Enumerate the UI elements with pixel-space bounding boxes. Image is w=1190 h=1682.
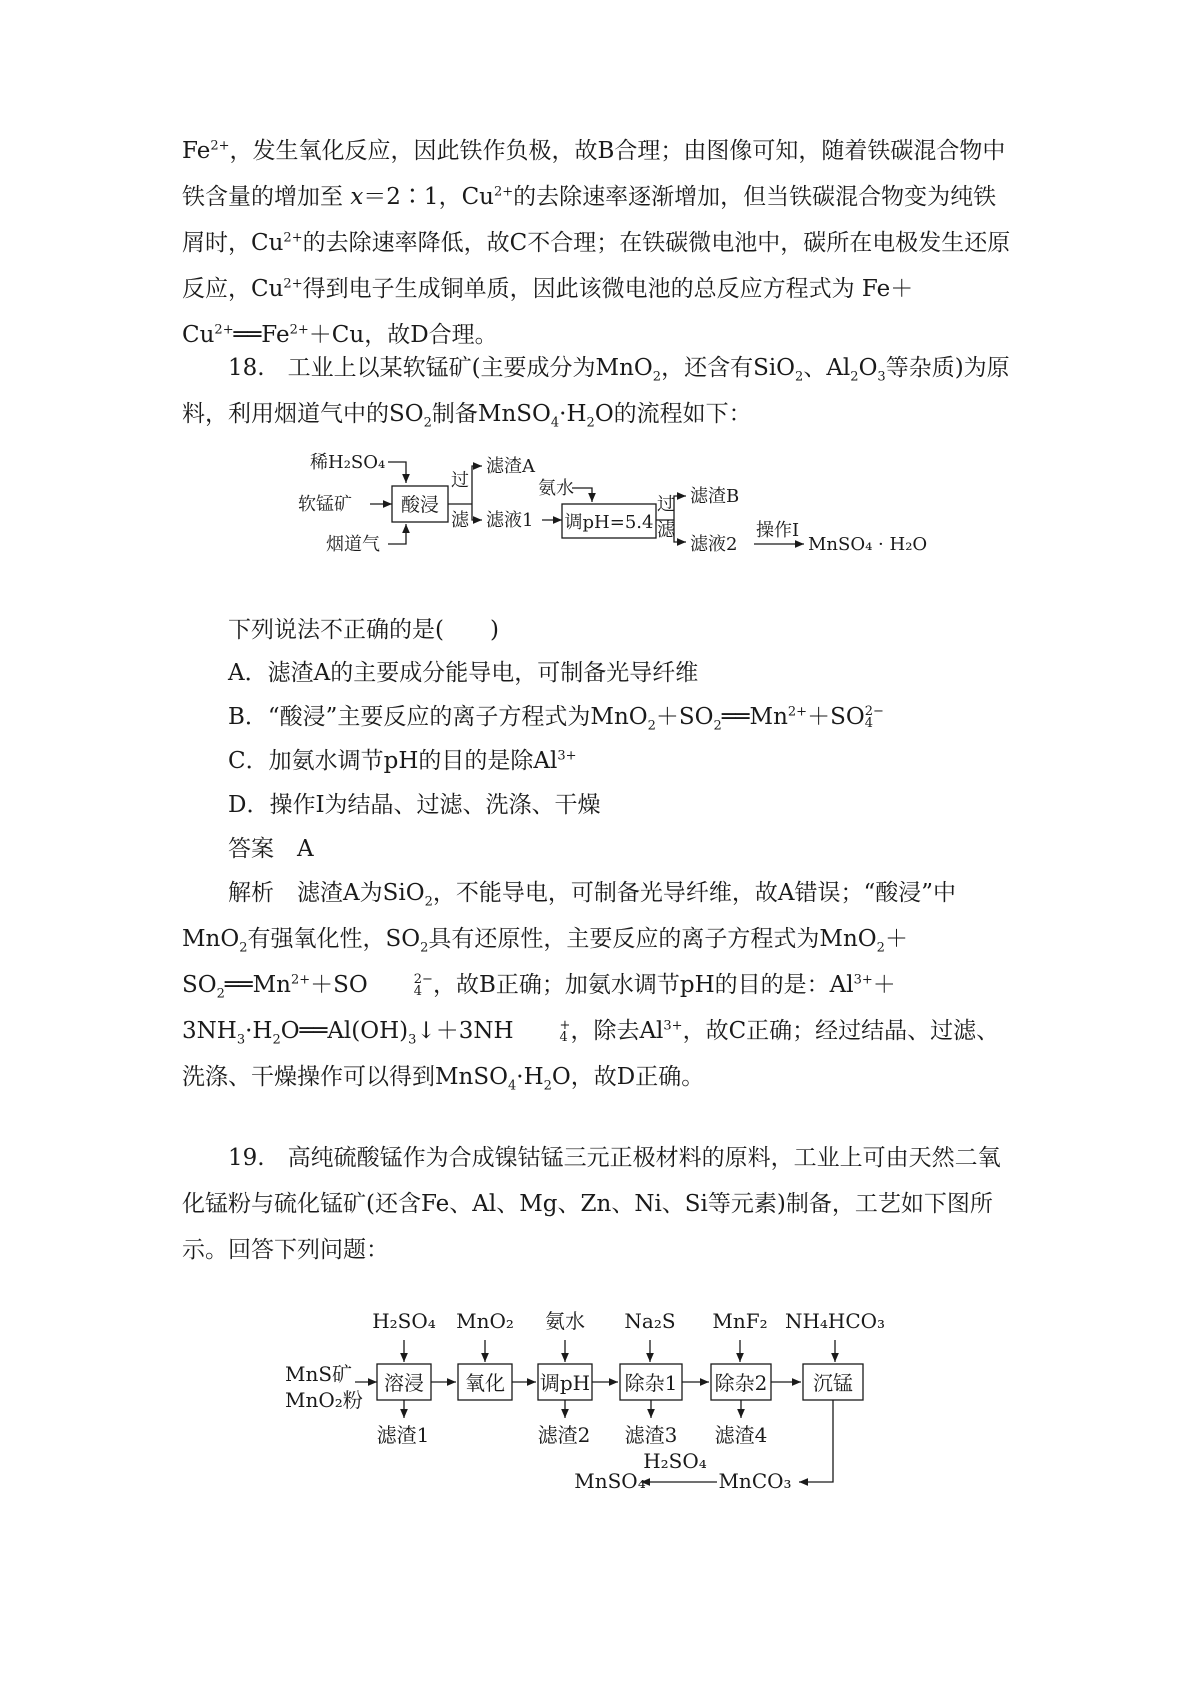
text: ·H <box>559 401 587 427</box>
reagent-mnf2: MnF₂ <box>712 1309 768 1333</box>
text: ＋SO <box>655 704 714 730</box>
text: ══Fe <box>233 322 290 348</box>
operation-1: 操作Ⅰ <box>756 520 800 541</box>
text: ══Mn <box>721 704 788 730</box>
product-mnco3: MnCO₃ <box>718 1469 792 1493</box>
box-dissolve-label: 溶浸 <box>384 1371 424 1395</box>
input-ammonia: 氨水 <box>538 478 574 499</box>
option-a: A．滤渣A的主要成分能导电，可制备光导纤维 <box>228 660 699 686</box>
text: O══Al(OH) <box>280 1018 409 1044</box>
text: ，不能导电，可制备光导纤维，故A错误；“酸浸”中MnO <box>182 880 956 952</box>
option-c: C．加氨水调节pH的目的是除$Al^{3+}$ <box>228 748 577 774</box>
text: ，故B正确；加氨水调节pH的目的是：Al <box>432 972 854 998</box>
feed-mno2-powder: MnO₂粉 <box>285 1388 363 1412</box>
residue-4: 滤渣4 <box>714 1423 768 1447</box>
text: ＋SO <box>182 926 908 998</box>
text: ·H <box>516 1064 544 1090</box>
flowchart-18 <box>298 450 930 605</box>
text: 的去除速率逐渐增加，但当铁碳混合物变为纯铁屑时，Cu <box>182 184 997 256</box>
text: ＋SO <box>310 972 368 998</box>
text: ，发生氧化反应，因此铁作负极，故B合理；由图像可知，随着铁碳混合物中铁含量的增加至 <box>182 138 1006 210</box>
text: 的去除速率降低，故C不合理；在铁碳微电池中，碳所在电极发生还原反应，Cu <box>182 230 1011 302</box>
variable-x: x <box>350 184 364 210</box>
text: 制备MnSO <box>431 401 551 427</box>
reagent-h2so4-final: H₂SO₄ <box>643 1449 707 1473</box>
text: ·H <box>245 1018 273 1044</box>
text: 解析 滤渣A为SiO <box>228 880 425 906</box>
text: 等杂质)为原料，利用烟道气中的SO <box>182 355 1010 427</box>
reagent-mno2: MnO₂ <box>456 1309 514 1333</box>
box-purify-2-label: 除杂2 <box>714 1371 768 1395</box>
filter-label-1a: 过 <box>451 470 469 491</box>
text: ＋SO <box>807 704 865 730</box>
text: O的流程如下： <box>594 401 752 427</box>
residue-1: 滤渣1 <box>376 1423 430 1447</box>
input-ore: 软锰矿 <box>298 494 352 515</box>
question-18: 18. 工业上以某软锰矿(主要成分为MnO$_2$，还含有SiO$_2$、$Al_2O_3$等杂质)为原料，利用烟道气中的$SO_2$制备$MnSO_4\cdot H_2O$的流程如下： <box>182 355 1010 431</box>
answer: 答案 A <box>228 836 314 862</box>
reagent-na2s: Na₂S <box>624 1309 676 1333</box>
text: 得到电子生成铜单质，因此该微电池的总反应方程式为 Fe＋Cu <box>182 276 914 348</box>
reagent-nh4hco3: NH₄HCO₃ <box>784 1309 886 1333</box>
text: 有强氧化性，SO <box>247 926 421 952</box>
reagent-h2so4: H₂SO₄ <box>372 1309 436 1333</box>
input-flue-gas: 烟道气 <box>326 534 380 555</box>
box-precipitate-mn-label: 沉锰 <box>813 1371 853 1395</box>
option-b: B．“酸浸”主要反应的离子方程式为$MnO_2+SO_2══Mn^{2+}+SO$ 2− 4 <box>228 704 884 734</box>
text: ＝2∶1，Cu <box>363 184 494 210</box>
text: B．“酸浸”主要反应的离子方程式为MnO <box>228 704 648 730</box>
box-acid-leach-label: 酸浸 <box>400 494 440 516</box>
text: C．加氨水调节pH的目的是除Al <box>228 748 558 774</box>
text: ，故C正确；经过结晶、过滤、洗涤、干燥操作可以得到MnSO <box>182 1018 1000 1090</box>
explanation-18: 解析 滤渣A为SiO$_2$，不能导电，可制备光导纤维，故A错误；“酸浸”中MnO$_2$有强氧化性，$SO_2$具有还原性，主要反应的离子方程式为$MnO_2+SO_2══Mn^{2+}+SO$ 2− 4 ，故B正确；加氨水调节pH的目的是：$Al^{3+}+3NH_3\cdot H_2O══Al(OH)_3↓+3NH$ + 4 ，除去$Al^{3+}$，故C正确；经过结晶、过滤、洗涤、干燥操作可以得到$MnSO_4\cdot H_2O$，故D正确。 <box>182 880 1000 1094</box>
box-purify-1-label: 除杂1 <box>624 1371 678 1395</box>
text: ＋3NH <box>182 972 896 1044</box>
option-d: D．操作Ⅰ为结晶、过滤、洗涤、干燥 <box>228 792 601 818</box>
text: ＋Cu，故D合理。 <box>308 322 498 348</box>
product-mnso4: MnSO₄ <box>574 1469 646 1493</box>
text: O，故D正确。 <box>551 1064 705 1090</box>
text: ，还含有SiO <box>661 355 796 381</box>
text: 18. 工业上以某软锰矿(主要成分为MnO <box>228 355 653 381</box>
filter-label-2a: 过 <box>657 494 675 515</box>
residue-2: 滤渣2 <box>537 1423 591 1447</box>
product-mnso4-h2o: MnSO₄ · H₂O <box>808 534 928 555</box>
box-adjust-ph-label: 调pH <box>539 1371 591 1395</box>
residue-3: 滤渣3 <box>624 1423 678 1447</box>
input-dilute-h2so4: 稀H₂SO₄ <box>310 452 386 473</box>
text: 具有还原性，主要反应的离子方程式为MnO <box>428 926 877 952</box>
analysis-paragraph-17: $Fe^{2+}$，发生氧化反应，因此铁作负极，故B合理；由图像可知，随着铁碳混合物中铁含量的增加至 x＝2∶1，$Cu^{2+}$的去除速率逐渐增加，但当铁碳混合物变为纯铁屑时，$Cu^{2+}$的去除速率降低，故C不合理；在铁碳微电池中，碳所在电极发生还原反应，$Cu^{2+}$得到电子生成铜单质，因此该微电池的总反应方程式为 $Fe+Cu^{2+}══Fe^{2+}+Cu$，故D合理。 <box>182 138 1011 348</box>
filtrate-2: 滤液2 <box>690 534 738 555</box>
feed-mns-ore: MnS矿 <box>285 1362 353 1386</box>
question-19: 19. 高纯硫酸锰作为合成镍钴锰三元正极材料的原料，工业上可由天然二氧化锰粉与硫化锰矿(还含Fe、Al、Mg、Zn、Ni、Si等元素)制备，工艺如下图所示。回答下列问题： <box>182 1145 1001 1263</box>
filtrate-1: 滤液1 <box>486 510 534 531</box>
residue-b: 滤渣B <box>690 486 740 507</box>
text: O <box>858 355 878 381</box>
box-oxidize-label: 氧化 <box>465 1371 505 1395</box>
residue-a: 滤渣A <box>486 456 535 477</box>
text: ，除去Al <box>570 1018 664 1044</box>
reagent-ammonia: 氨水 <box>545 1309 585 1333</box>
filter-label-2b: 滤 <box>657 520 675 541</box>
box-adjust-ph-label: 调pH=5.4 <box>564 512 654 533</box>
filter-label-1b: 滤 <box>451 510 469 531</box>
question-stem: 下列说法不正确的是( ) <box>228 617 499 643</box>
text: ══Mn <box>224 972 291 998</box>
flowchart-19 <box>285 1300 965 1500</box>
text: ↓＋3NH <box>416 1018 514 1044</box>
text: 、Al <box>803 355 851 381</box>
text: Fe <box>182 138 211 164</box>
